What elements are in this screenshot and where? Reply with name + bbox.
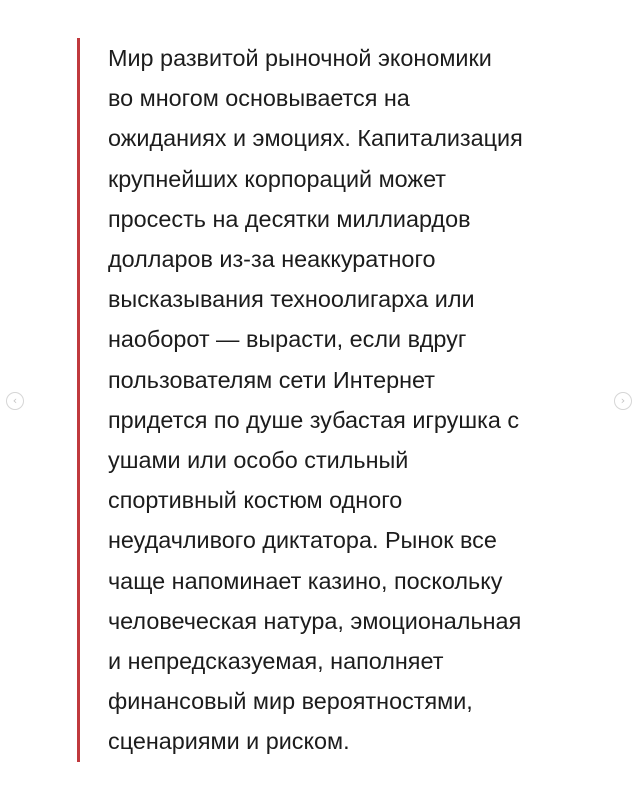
quote-line: долларов из-за неаккуратного [108,246,436,273]
quote-line: наоборот — вырасти, если вдруг [108,326,467,353]
prev-slide-button[interactable] [6,392,24,410]
quote-line: спортивный костюм одного [108,487,403,514]
chevron-left-icon: ‹ [12,394,18,407]
quote-line: и непредсказуемая, наполняет [108,648,444,675]
next-slide-button[interactable] [614,392,632,410]
quote-line: неудачливого диктатора. Рынок все [108,527,497,554]
quote-line: ушами или особо стильный [108,447,409,474]
quote-line: просесть на десятки миллиардов [108,205,471,232]
quote-line: человеческая натура, эмоциональная [108,607,522,634]
quote-line: крупнейших корпораций может [108,165,447,192]
quote-line: придется по душе зубастая игрушка с [108,406,520,433]
quote-line: во многом основывается на [108,85,410,112]
quote-accent-bar [77,38,80,762]
quote-line: пользователям сети Интернет [108,366,435,393]
quote-line: Мир развитой рыночной экономики [108,45,492,71]
quote-line: высказывания техноолигарха или [108,286,475,313]
quote-line: сценариями и риском. [108,728,350,755]
quote-line: чаще напоминает казино, поскольку [108,567,503,594]
quote-line: ожиданиях и эмоциях. Капитализация [108,125,523,152]
chevron-right-icon: › [620,394,626,407]
quote-line: финансовый мир вероятностями, [108,688,473,715]
quote-text [108,38,608,762]
